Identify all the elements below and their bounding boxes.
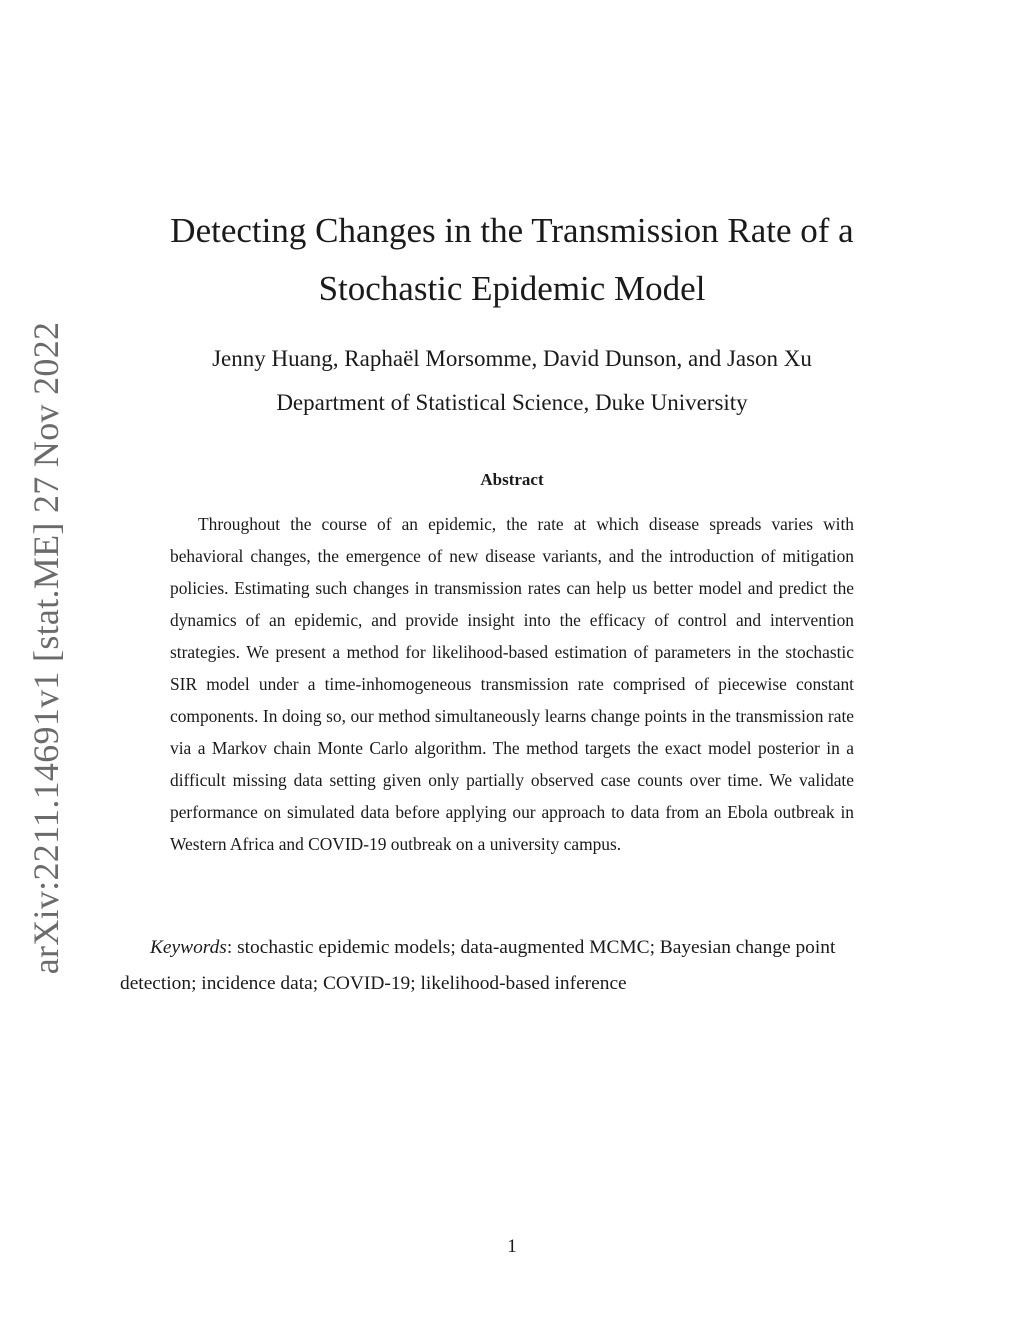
page-number: 1 [507, 1236, 517, 1257]
abstract-heading: Abstract [480, 470, 544, 489]
author-affiliation: Department of Statistical Science, Duke University [276, 390, 748, 415]
author-list: Jenny Huang, Raphaël Morsomme, David Dunson, and Jason Xu [212, 346, 812, 371]
arxiv-identifier-stamp: arXiv:2211.14691v1 [stat.ME] 27 Nov 2022 [26, 321, 66, 975]
paper-title: Detecting Changes in the Transmission Rate of a Stochastic Epidemic Model [170, 211, 854, 308]
abstract-body: Throughout the course of an epidemic, the rate at which disease spreads varies with behavioral changes, the emergence of new disease variants, and the introduction of mitigation policies. Estimating such changes in transmission rates can help us better model and predict the dynamics of an epidemic, and provide insight into the efficacy of control and intervention strategies. We present a method for likelihood-based estimation of parameters in the stochastic SIR model under a time-inhomogeneous transmission rate comprised of piecewise constant components. In doing so, our method simultaneously learns change points in the transmission rate via a Markov chain Monte Carlo algorithm. The method targets the exact model posterior in a difficult missing data setting given only partially observed case counts over time. We validate performance on simulated data before applying our approach to data from an Ebola outbreak in Western Africa and COVID-19 outbreak on a university campus. [170, 514, 854, 854]
keywords-text: : stochastic epidemic models; data-augmented MCMC; Bayesian change point detection; incidence data; COVID-19; likelihood-based inference [120, 937, 836, 994]
keywords-label: Keywords [150, 937, 227, 958]
keywords-paragraph [120, 930, 904, 1002]
